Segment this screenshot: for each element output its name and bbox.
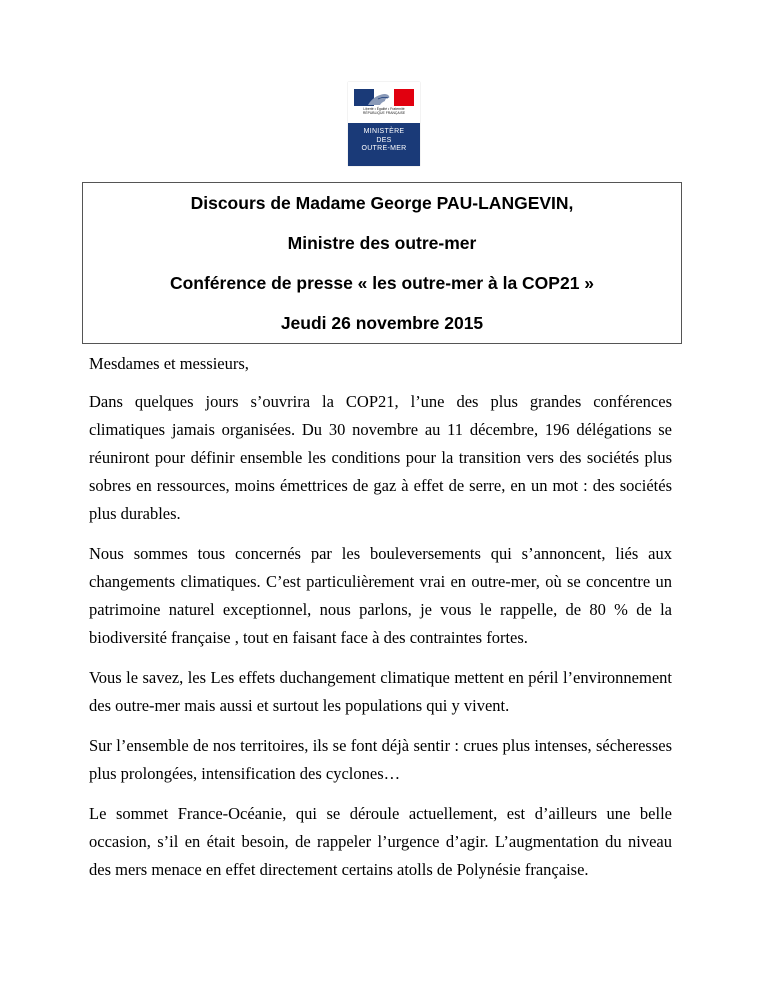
event-title: Conférence de presse « les outre-mer à la COP21 » <box>169 273 595 293</box>
paragraph: Dans quelques jours s’ouvrira la COP21, l’une des plus grandes conférences climatiques jamais organisées. Du 30 novembre au 11 décembre, 196 délégations se réuniront pour définir ensemble les conditions pour la transition vers des sociétés plus sobres en ressources, moins émettrices de gaz à effet de serre, en un mot : des sociétés plus durables. <box>89 392 672 523</box>
paragraph: Nous sommes tous concernés par les bouleversements qui s’annoncent, liés aux changements climatiques. C’est particulièrement vrai en outre-mer, où se concentre un patrimoine naturel exceptionnel, nous parlons, je vous le rappelle, de 80 % de la biodiversité française , tout en faisant face à des contraintes fortes. <box>89 544 672 647</box>
marianne-emblem <box>348 82 420 122</box>
paragraph: Vous le savez, les Les effets duchangement climatique mettent en péril l’environnement des outre-mer mais aussi et surtout les populations qui y vivent. <box>89 668 672 715</box>
event-date: Jeudi 26 novembre 2015 <box>280 313 484 333</box>
marianne-flag-icon <box>354 89 414 106</box>
paragraph-salutation: Mesdames et messieurs, <box>89 354 249 373</box>
ministry-line-1: MINISTÈRE <box>363 128 405 135</box>
ministry-line-3: OUTRE-MER <box>361 145 407 153</box>
speech-body <box>89 350 672 896</box>
speech-title: Discours de Madame George PAU-LANGEVIN, <box>190 193 574 213</box>
paragraph: Le sommet France-Océanie, qui se déroule actuellement, est d’ailleurs une belle occasion, s’il en était besoin, de rappeler l’urgence d’agir. L’augmentation du niveau des mers menace en effet directement certains atolls de Polynésie française. <box>89 804 672 879</box>
ministry-logo <box>348 82 420 166</box>
speaker-role: Ministre des outre-mer <box>287 233 477 253</box>
title-box <box>82 182 682 344</box>
paragraph: Sur l’ensemble de nos territoires, ils se font déjà sentir : crues plus intenses, sécheresses plus prolongées, intensification des cyclones… <box>89 736 672 783</box>
ministry-label <box>348 123 420 166</box>
ministry-line-2: DES <box>376 136 392 144</box>
republic-motto: Liberté • Égalité • Fraternité RÉPUBLIQUE FRANÇAISE <box>362 107 406 116</box>
